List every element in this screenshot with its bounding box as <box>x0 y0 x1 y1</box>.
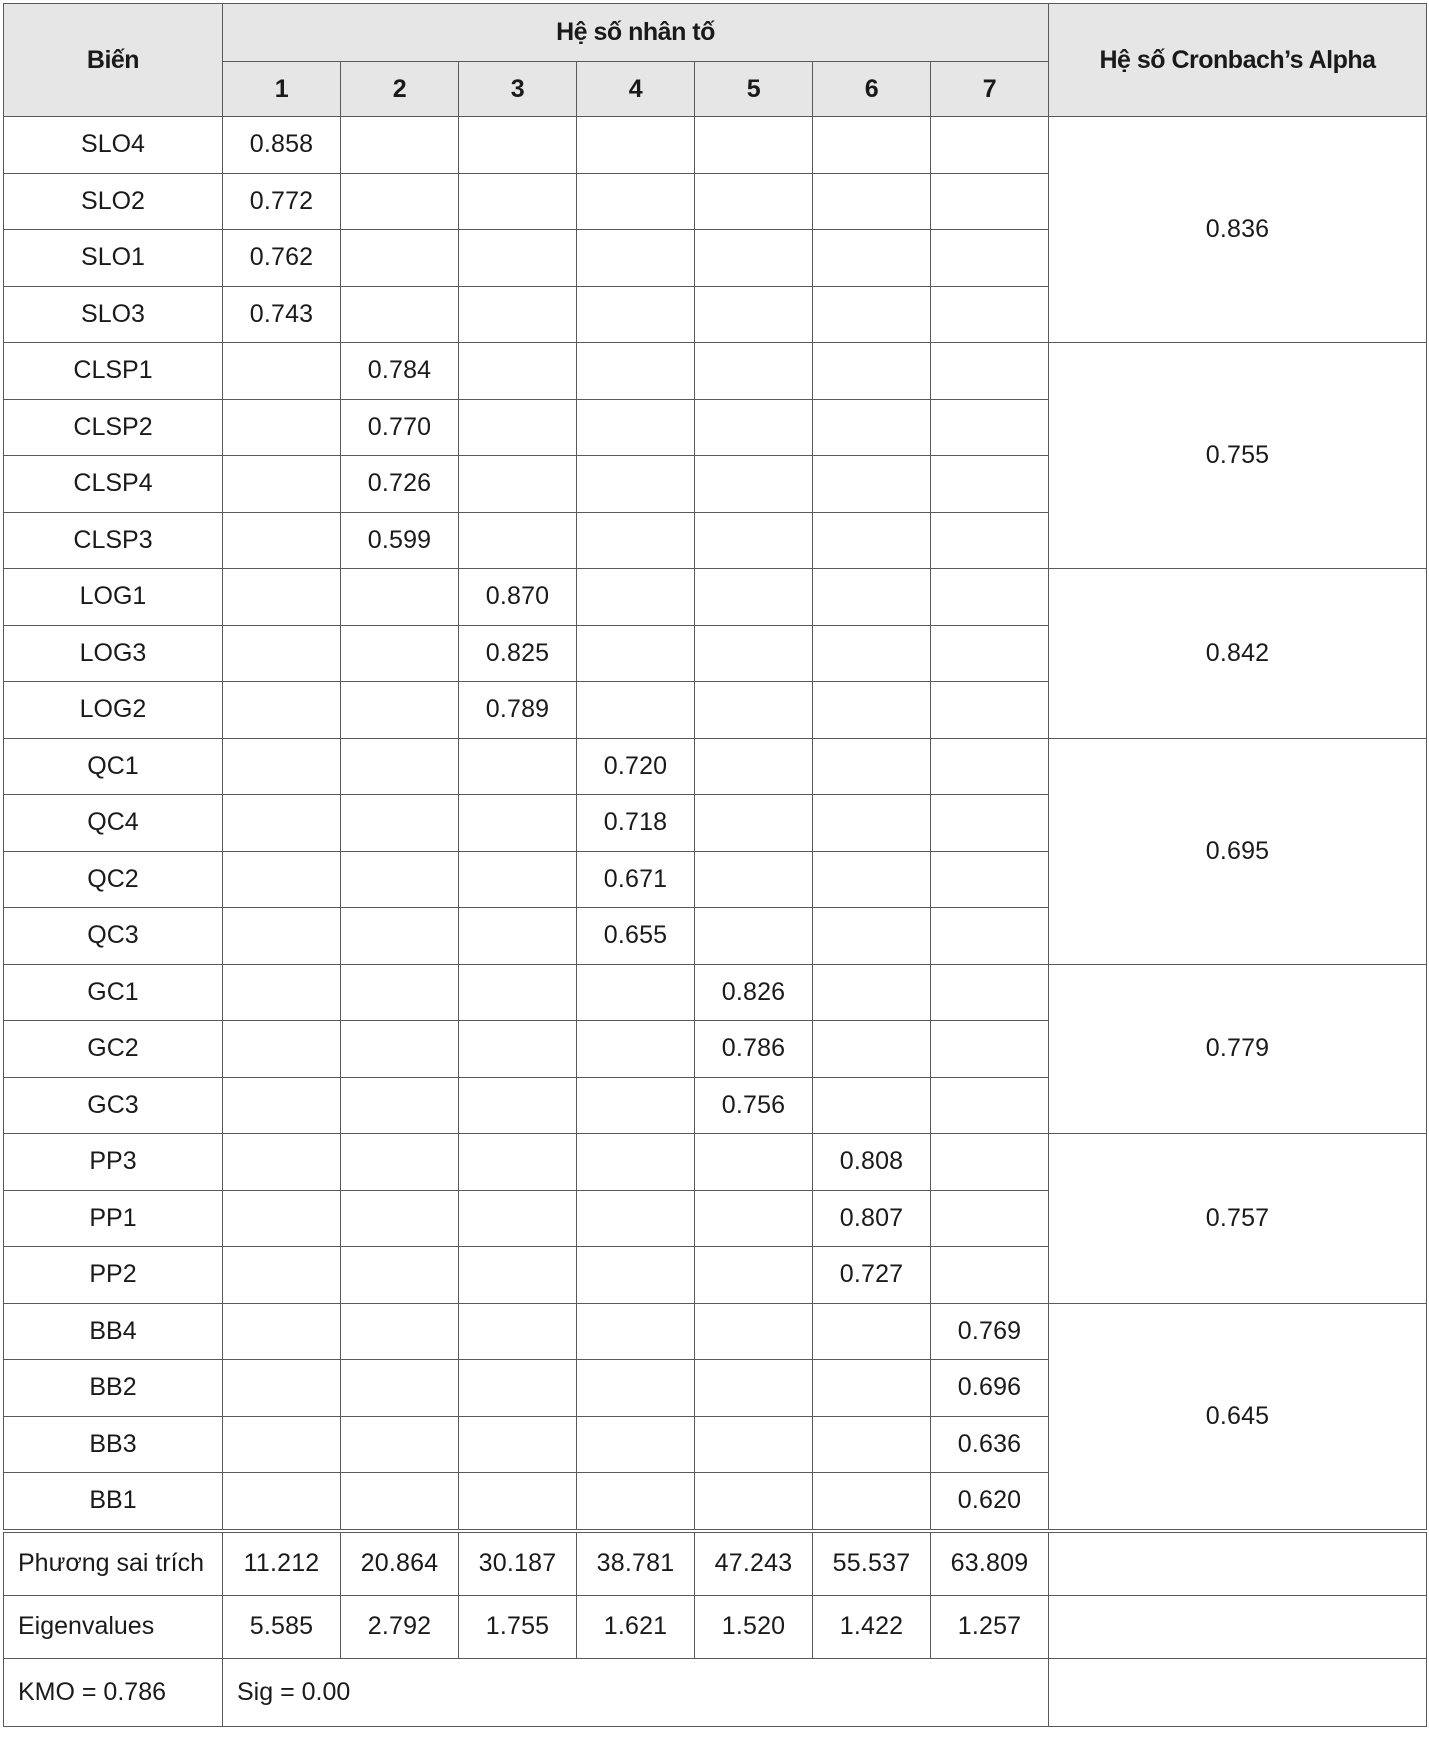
loadings-body <box>4 117 1427 1531</box>
empty-cell <box>813 117 931 174</box>
empty-cell <box>459 1077 577 1134</box>
empty-cell <box>577 1134 695 1191</box>
empty-cell <box>459 1021 577 1078</box>
empty-cell <box>341 1416 459 1473</box>
empty-cell <box>577 173 695 230</box>
eigen-value-3: 1.755 <box>459 1595 577 1658</box>
empty-cell <box>813 1360 931 1417</box>
variable-name: GC1 <box>4 964 223 1021</box>
empty-cell <box>931 738 1049 795</box>
empty-cell <box>577 1303 695 1360</box>
empty-cell <box>813 230 931 287</box>
empty-cell <box>695 682 813 739</box>
empty-cell <box>813 569 931 626</box>
empty-cell <box>341 569 459 626</box>
empty-cell <box>931 682 1049 739</box>
empty-cell <box>931 625 1049 682</box>
cronbach-alpha-value: 0.645 <box>1049 1303 1427 1531</box>
empty-cell <box>341 230 459 287</box>
kmo-row <box>4 1658 1427 1726</box>
factor-loading: 0.770 <box>341 399 459 456</box>
kmo-value: KMO = 0.786 <box>4 1658 223 1726</box>
empty-cell <box>223 399 341 456</box>
empty-cell <box>341 1190 459 1247</box>
variable-name: LOG1 <box>4 569 223 626</box>
empty-cell <box>223 795 341 852</box>
empty-cell <box>341 1247 459 1304</box>
empty-cell <box>223 625 341 682</box>
cronbach-alpha-value: 0.836 <box>1049 117 1427 343</box>
variance-label: Phương sai trích <box>4 1531 223 1596</box>
empty-cell <box>223 512 341 569</box>
empty-cell <box>695 795 813 852</box>
empty-cell <box>931 1247 1049 1304</box>
empty-cell <box>577 1021 695 1078</box>
empty-cell <box>695 1416 813 1473</box>
factor-loading: 0.696 <box>931 1360 1049 1417</box>
empty-cell <box>695 1247 813 1304</box>
factor-loading: 0.808 <box>813 1134 931 1191</box>
variance-value-1: 11.212 <box>223 1531 341 1596</box>
empty-cell <box>695 286 813 343</box>
empty-cell <box>813 795 931 852</box>
empty-cell <box>223 908 341 965</box>
empty-cell <box>931 117 1049 174</box>
variable-name: SLO3 <box>4 286 223 343</box>
eigen-value-4: 1.621 <box>577 1595 695 1658</box>
empty-cell <box>223 851 341 908</box>
header-factor-7: 7 <box>931 62 1049 117</box>
empty-cell <box>813 343 931 400</box>
variable-name: BB2 <box>4 1360 223 1417</box>
variable-name: PP1 <box>4 1190 223 1247</box>
empty-cell <box>577 1416 695 1473</box>
empty-cell <box>459 173 577 230</box>
variable-name: QC2 <box>4 851 223 908</box>
table-row <box>4 964 1427 1021</box>
variance-value-2: 20.864 <box>341 1531 459 1596</box>
empty-cell <box>931 1134 1049 1191</box>
empty-cell <box>577 1190 695 1247</box>
empty-cell <box>695 1360 813 1417</box>
empty-cell <box>223 1190 341 1247</box>
eigen-value-7: 1.257 <box>931 1595 1049 1658</box>
empty-cell <box>341 851 459 908</box>
table-row <box>4 1303 1427 1360</box>
empty-cell <box>813 1077 931 1134</box>
variance-value-3: 30.187 <box>459 1531 577 1596</box>
table-row <box>4 1134 1427 1191</box>
header-variable: Biến <box>4 4 223 117</box>
factor-analysis-table <box>3 3 1427 1727</box>
eigen-label: Eigenvalues <box>4 1595 223 1658</box>
empty-cell <box>341 1077 459 1134</box>
eigen-row <box>4 1595 1427 1658</box>
variable-name: CLSP4 <box>4 456 223 513</box>
empty-cell <box>341 286 459 343</box>
variable-name: LOG2 <box>4 682 223 739</box>
factor-loading: 0.789 <box>459 682 577 739</box>
variable-name: QC4 <box>4 795 223 852</box>
eigen-empty-cell <box>1049 1595 1427 1658</box>
empty-cell <box>695 399 813 456</box>
empty-cell <box>459 795 577 852</box>
empty-cell <box>931 512 1049 569</box>
empty-cell <box>341 1360 459 1417</box>
empty-cell <box>459 512 577 569</box>
empty-cell <box>459 851 577 908</box>
variance-value-5: 47.243 <box>695 1531 813 1596</box>
empty-cell <box>931 1190 1049 1247</box>
empty-cell <box>341 625 459 682</box>
empty-cell <box>695 117 813 174</box>
empty-cell <box>931 908 1049 965</box>
factor-loading: 0.655 <box>577 908 695 965</box>
factor-loading: 0.769 <box>931 1303 1049 1360</box>
summary-body <box>4 1531 1427 1727</box>
empty-cell <box>223 1134 341 1191</box>
empty-cell <box>459 908 577 965</box>
variable-name: CLSP2 <box>4 399 223 456</box>
variance-value-6: 55.537 <box>813 1531 931 1596</box>
empty-cell <box>223 1416 341 1473</box>
empty-cell <box>341 738 459 795</box>
variable-name: BB4 <box>4 1303 223 1360</box>
empty-cell <box>577 456 695 513</box>
empty-cell <box>695 738 813 795</box>
variance-row <box>4 1531 1427 1596</box>
empty-cell <box>813 1416 931 1473</box>
empty-cell <box>341 1134 459 1191</box>
empty-cell <box>931 795 1049 852</box>
factor-loading: 0.762 <box>223 230 341 287</box>
empty-cell <box>813 1021 931 1078</box>
header-factor-3: 3 <box>459 62 577 117</box>
empty-cell <box>577 964 695 1021</box>
variable-name: PP3 <box>4 1134 223 1191</box>
factor-loading: 0.726 <box>341 456 459 513</box>
factor-loading: 0.870 <box>459 569 577 626</box>
empty-cell <box>931 399 1049 456</box>
header-factor-4: 4 <box>577 62 695 117</box>
variable-name: SLO1 <box>4 230 223 287</box>
factor-loading: 0.786 <box>695 1021 813 1078</box>
factor-loading: 0.671 <box>577 851 695 908</box>
empty-cell <box>459 117 577 174</box>
empty-cell <box>577 1247 695 1304</box>
header-factor-5: 5 <box>695 62 813 117</box>
empty-cell <box>223 1303 341 1360</box>
empty-cell <box>223 1021 341 1078</box>
variable-name: PP2 <box>4 1247 223 1304</box>
empty-cell <box>813 173 931 230</box>
empty-cell <box>577 682 695 739</box>
variable-name: QC1 <box>4 738 223 795</box>
factor-loading: 0.807 <box>813 1190 931 1247</box>
empty-cell <box>695 1190 813 1247</box>
table-row <box>4 569 1427 626</box>
factor-loading: 0.756 <box>695 1077 813 1134</box>
empty-cell <box>695 343 813 400</box>
variance-value-4: 38.781 <box>577 1531 695 1596</box>
empty-cell <box>459 343 577 400</box>
empty-cell <box>223 343 341 400</box>
empty-cell <box>223 1077 341 1134</box>
empty-cell <box>459 964 577 1021</box>
empty-cell <box>813 964 931 1021</box>
empty-cell <box>459 738 577 795</box>
empty-cell <box>577 512 695 569</box>
variable-name: SLO2 <box>4 173 223 230</box>
empty-cell <box>459 1360 577 1417</box>
factor-loading: 0.858 <box>223 117 341 174</box>
cronbach-alpha-value: 0.755 <box>1049 343 1427 569</box>
empty-cell <box>695 1473 813 1531</box>
empty-cell <box>577 625 695 682</box>
header-alpha: Hệ số Cronbach’s Alpha <box>1049 4 1427 117</box>
empty-cell <box>223 1360 341 1417</box>
empty-cell <box>813 512 931 569</box>
variable-name: CLSP1 <box>4 343 223 400</box>
kmo-empty-cell <box>1049 1658 1427 1726</box>
header-factor-group: Hệ số nhân tố <box>223 4 1049 62</box>
table-row <box>4 117 1427 174</box>
empty-cell <box>459 1303 577 1360</box>
eigen-value-1: 5.585 <box>223 1595 341 1658</box>
empty-cell <box>341 908 459 965</box>
empty-cell <box>577 230 695 287</box>
empty-cell <box>459 230 577 287</box>
empty-cell <box>813 738 931 795</box>
cronbach-alpha-value: 0.842 <box>1049 569 1427 739</box>
empty-cell <box>695 569 813 626</box>
factor-loading: 0.743 <box>223 286 341 343</box>
empty-cell <box>341 682 459 739</box>
factor-loading: 0.599 <box>341 512 459 569</box>
empty-cell <box>341 1473 459 1531</box>
empty-cell <box>223 1247 341 1304</box>
empty-cell <box>341 795 459 852</box>
variable-name: GC3 <box>4 1077 223 1134</box>
eigen-value-2: 2.792 <box>341 1595 459 1658</box>
empty-cell <box>223 682 341 739</box>
empty-cell <box>459 1190 577 1247</box>
factor-loading: 0.727 <box>813 1247 931 1304</box>
empty-cell <box>577 117 695 174</box>
factor-loading: 0.826 <box>695 964 813 1021</box>
empty-cell <box>813 908 931 965</box>
empty-cell <box>813 399 931 456</box>
empty-cell <box>223 456 341 513</box>
variable-name: LOG3 <box>4 625 223 682</box>
empty-cell <box>577 1360 695 1417</box>
empty-cell <box>459 286 577 343</box>
factor-loading: 0.720 <box>577 738 695 795</box>
factor-loading: 0.636 <box>931 1416 1049 1473</box>
factor-loading: 0.772 <box>223 173 341 230</box>
table-header <box>4 4 1427 117</box>
header-factor-6: 6 <box>813 62 931 117</box>
empty-cell <box>223 569 341 626</box>
empty-cell <box>577 286 695 343</box>
factor-loading: 0.718 <box>577 795 695 852</box>
empty-cell <box>695 456 813 513</box>
variable-name: CLSP3 <box>4 512 223 569</box>
empty-cell <box>223 1473 341 1531</box>
empty-cell <box>813 625 931 682</box>
empty-cell <box>695 512 813 569</box>
eigen-value-6: 1.422 <box>813 1595 931 1658</box>
empty-cell <box>223 738 341 795</box>
variable-name: BB3 <box>4 1416 223 1473</box>
factor-loading: 0.825 <box>459 625 577 682</box>
empty-cell <box>695 625 813 682</box>
empty-cell <box>931 230 1049 287</box>
eigen-value-5: 1.520 <box>695 1595 813 1658</box>
empty-cell <box>459 1473 577 1531</box>
cronbach-alpha-value: 0.779 <box>1049 964 1427 1134</box>
empty-cell <box>341 1021 459 1078</box>
empty-cell <box>931 173 1049 230</box>
empty-cell <box>931 1021 1049 1078</box>
empty-cell <box>931 286 1049 343</box>
variable-name: BB1 <box>4 1473 223 1531</box>
variable-name: GC2 <box>4 1021 223 1078</box>
empty-cell <box>931 851 1049 908</box>
empty-cell <box>931 964 1049 1021</box>
cronbach-alpha-value: 0.757 <box>1049 1134 1427 1304</box>
empty-cell <box>931 343 1049 400</box>
empty-cell <box>695 1134 813 1191</box>
empty-cell <box>459 1416 577 1473</box>
empty-cell <box>341 117 459 174</box>
empty-cell <box>577 1473 695 1531</box>
empty-cell <box>813 286 931 343</box>
empty-cell <box>931 1077 1049 1134</box>
factor-loading: 0.784 <box>341 343 459 400</box>
empty-cell <box>223 964 341 1021</box>
factor-loading: 0.620 <box>931 1473 1049 1531</box>
empty-cell <box>341 964 459 1021</box>
empty-cell <box>813 851 931 908</box>
table-row <box>4 343 1427 400</box>
table-row <box>4 738 1427 795</box>
sig-value: Sig = 0.00 <box>223 1658 1049 1726</box>
variance-value-7: 63.809 <box>931 1531 1049 1596</box>
empty-cell <box>695 851 813 908</box>
empty-cell <box>577 399 695 456</box>
empty-cell <box>695 1303 813 1360</box>
empty-cell <box>577 1077 695 1134</box>
empty-cell <box>341 173 459 230</box>
empty-cell <box>695 230 813 287</box>
empty-cell <box>813 456 931 513</box>
header-factor-1: 1 <box>223 62 341 117</box>
empty-cell <box>577 343 695 400</box>
header-factor-2: 2 <box>341 62 459 117</box>
empty-cell <box>931 569 1049 626</box>
empty-cell <box>813 1303 931 1360</box>
empty-cell <box>459 456 577 513</box>
empty-cell <box>341 1303 459 1360</box>
empty-cell <box>695 173 813 230</box>
variable-name: SLO4 <box>4 117 223 174</box>
empty-cell <box>931 456 1049 513</box>
empty-cell <box>459 1247 577 1304</box>
cronbach-alpha-value: 0.695 <box>1049 738 1427 964</box>
variance-empty-cell <box>1049 1531 1427 1596</box>
empty-cell <box>577 569 695 626</box>
variable-name: QC3 <box>4 908 223 965</box>
empty-cell <box>459 399 577 456</box>
empty-cell <box>459 1134 577 1191</box>
empty-cell <box>813 1473 931 1531</box>
empty-cell <box>695 908 813 965</box>
empty-cell <box>813 682 931 739</box>
